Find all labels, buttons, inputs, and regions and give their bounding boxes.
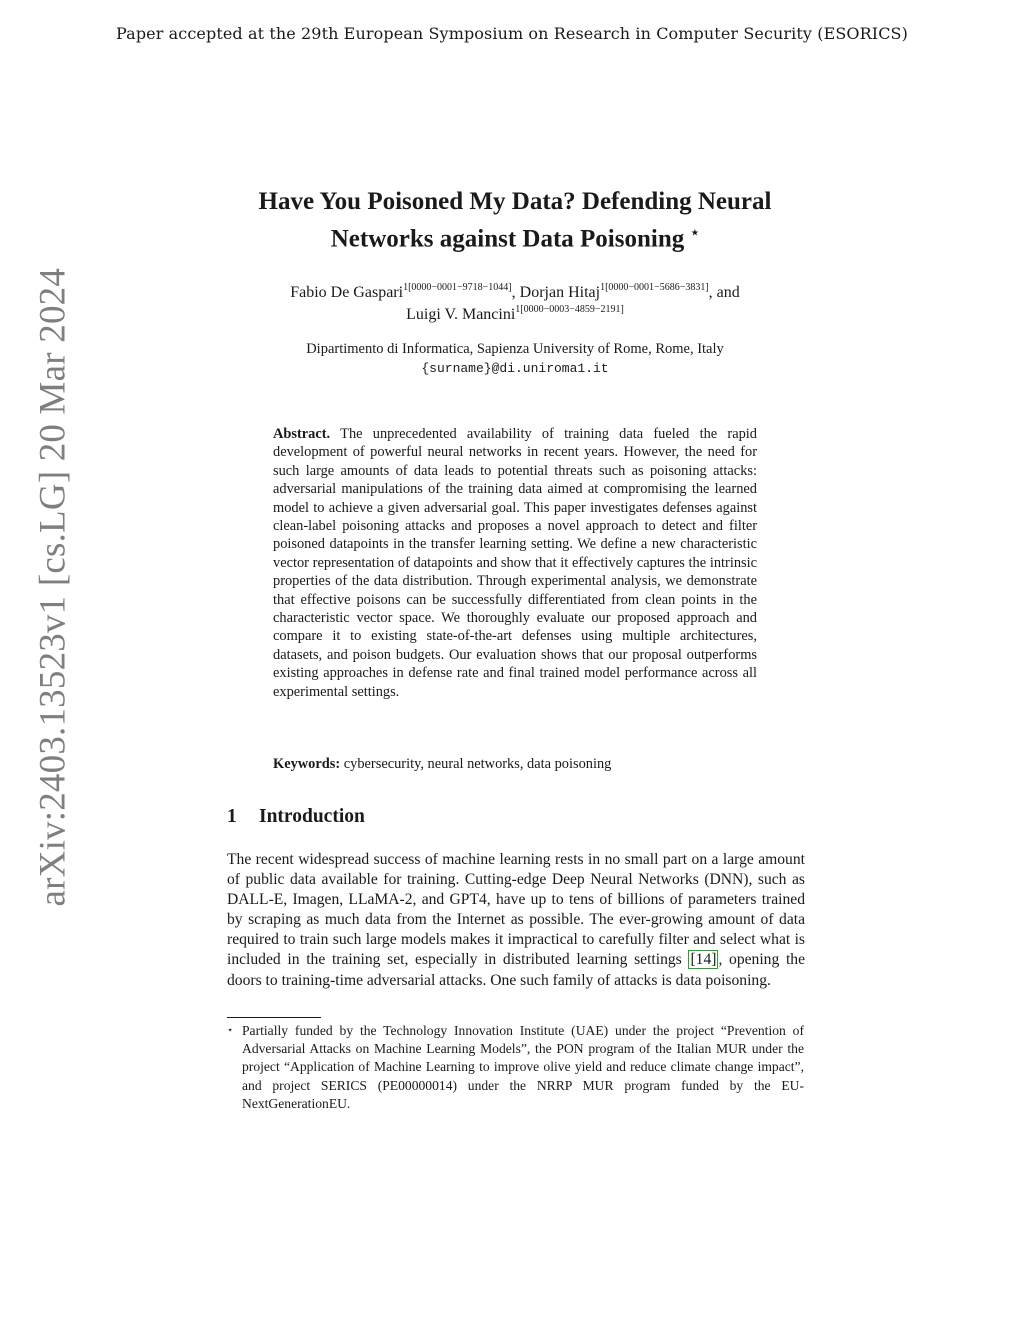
venue-note: Paper accepted at the 29th European Symposium on Research in Computer Security (ESORICS) bbox=[116, 24, 908, 43]
author-orcid[interactable]: 1[0000−0001−5686−3831] bbox=[600, 281, 709, 293]
keywords bbox=[273, 755, 757, 773]
affiliation: Dipartimento di Informatica, Sapienza University of Rome, Rome, Italy bbox=[306, 341, 724, 357]
abstract bbox=[273, 425, 757, 701]
title-footnote-mark[interactable]: ⋆ bbox=[690, 226, 700, 241]
keywords-label: Keywords: bbox=[273, 756, 341, 772]
section-title: Introduction bbox=[259, 806, 365, 827]
intro-paragraph: The recent widespread success of machine learning rests in no small part on a large amount of public data available for training. Cutting-edge Deep Neural Networks (DNN), such as DALL-E, Imagen, LLaMA-2, and GPT4, have up to tens of billions of parameters trained by scraping as much data from the Internet as possible. The ever-growing amount of data required to train such large models makes it impractical to carefully filter and select what is included in the training set, especially in distributed learning settings [14] , opening the doors to training-time adversarial attacks. One such family of attacks is data poisoning. bbox=[227, 851, 806, 989]
paper-title bbox=[200, 186, 830, 255]
affiliation-block bbox=[210, 340, 820, 378]
abstract-label: Abstract. bbox=[273, 426, 331, 442]
title-line-1: Have You Poisoned My Data? Defending Neural bbox=[258, 188, 772, 215]
arxiv-identifier: arXiv:2403.13523v1 [cs.LG] 20 Mar 2024 bbox=[32, 267, 74, 907]
email-address: {surname}@di.uniroma1.it bbox=[421, 361, 609, 376]
section-heading bbox=[227, 806, 365, 828]
citation-link[interactable]: [14] bbox=[690, 951, 717, 969]
title-line-2: Networks against Data Poisoning ⋆ bbox=[330, 225, 700, 253]
author-name: Fabio De Gaspari bbox=[290, 284, 404, 301]
author-orcid[interactable]: 1[0000−0001−9718−1044] bbox=[403, 281, 512, 293]
footnote bbox=[227, 1022, 805, 1113]
section-number: 1 bbox=[227, 806, 237, 827]
author-list: Fabio De Gaspari$^{1[0000-0001-9718-1044]}$, Dorjan Hitaj$^{1[0000-0001-5686-3831]}$, and Luigi V. Mancini$^{1[0000-0003-4859-2191]}$ bbox=[290, 281, 740, 323]
author-name: Luigi V. Mancini bbox=[406, 306, 516, 323]
abstract-text: The unprecedented availability of training data fueled the rapid development of powerful neural networks in recent years. However, the need for such large amounts of data leads to potential threats such as poisoning attacks: adversarial manipulations of the training data aimed at compromising the learned model to achieve a given adversarial goal. This paper investigates defenses against clean-label poisoning attacks and proposes a novel approach to detect and filter poisoned datapoints in the transfer learning setting. We define a new characteristic vector representation of datapoints and show that it effectively captures the intrinsic properties of the data distribution. Through experimental analysis, we demonstrate that effective poisons can be successfully differentiated from clean points in the characteristic vector space. We thoroughly evaluate our proposed approach and compare it to existing state-of-the-art defenses using multiple architectures, datasets, and poison budgets. Our evaluation shows that our proposal outperforms existing approaches in defense rate and final trained model performance across all experimental settings. bbox=[273, 426, 757, 700]
footnote-text: Partially funded by the Technology Innovation Institute (UAE) under the project “Prevention of Adversarial Attacks on Machine Learning Models”, the PON program of the Italian MUR under the project “Application of Machine Learning to improve olive yield and reduce climate change impact”, and project SERICS (PE00000014) under the NRRP MUR program funded by the EU-NextGenerationEU. bbox=[242, 1023, 804, 1111]
footnote-mark: ⋆ bbox=[227, 1025, 234, 1036]
keywords-text: cybersecurity, neural networks, data poisoning bbox=[343, 756, 612, 772]
author-orcid[interactable]: 1[0000−0003−4859−2191] bbox=[515, 303, 624, 315]
footnote-rule bbox=[227, 1017, 321, 1018]
author-name: Dorjan Hitaj bbox=[519, 284, 601, 301]
